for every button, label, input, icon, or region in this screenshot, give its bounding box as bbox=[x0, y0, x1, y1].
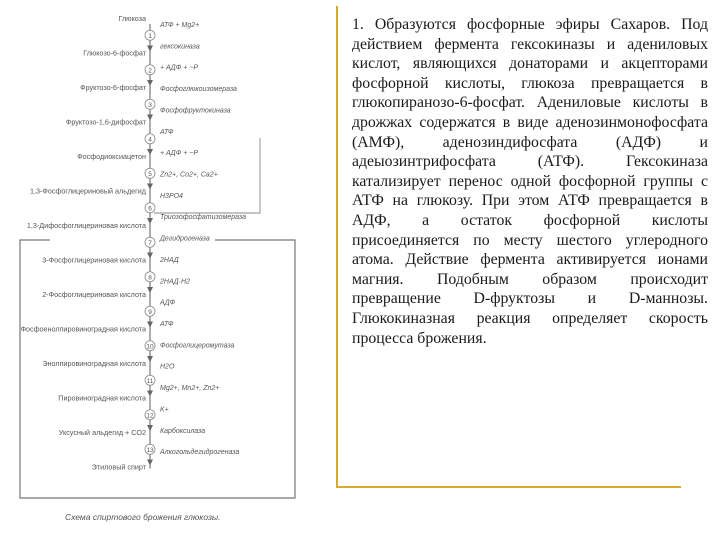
enzyme-cofactor-label: АТФ bbox=[160, 321, 174, 328]
enzyme-cofactor-label: Фосфоглицеромутаза bbox=[160, 342, 235, 350]
enzyme-cofactor-label: АТФ bbox=[160, 128, 174, 136]
step-number: 10 bbox=[146, 343, 154, 351]
enzyme-cofactor-label: K+ bbox=[160, 406, 169, 414]
step-number: 5 bbox=[148, 170, 152, 178]
enzyme-cofactor-label: Фосфоглюкоизомераза bbox=[160, 86, 237, 94]
compound-label: Фосфодиоксиацетон bbox=[77, 152, 146, 161]
arrow-head bbox=[147, 425, 153, 431]
vertical-divider bbox=[336, 6, 338, 488]
enzyme-cofactor-label: + АДФ + ~P bbox=[160, 150, 199, 158]
enzyme-cofactor-label: гексокиназа bbox=[160, 43, 200, 51]
enzyme-cofactor-label: Фосфофруктокиназа bbox=[160, 107, 231, 115]
scheme-caption: Схема спиртового брожения глюкозы. bbox=[65, 512, 221, 522]
enzyme-cofactor-label: 2НАД·H2 bbox=[160, 278, 190, 286]
compound-label: 1,3-Дифосфоглицериновая кислота bbox=[26, 221, 146, 230]
enzyme-cofactor-label: Дегидрогеназа bbox=[160, 235, 210, 243]
arrow-head bbox=[147, 184, 153, 190]
compound-label: Уксусный альдегид + CO2 bbox=[58, 428, 146, 437]
enzyme-cofactor-label: Zn2+, Co2+, Ca2+ bbox=[160, 171, 218, 179]
step-number: 4 bbox=[148, 136, 152, 144]
compound-label: Глюкозо-6-фосфат bbox=[83, 48, 146, 58]
arrow-head bbox=[147, 460, 153, 466]
compound-label: Энолпировиноградная кислота bbox=[42, 359, 146, 368]
arrow-head bbox=[147, 80, 153, 86]
compound-label: Глюкоза bbox=[118, 14, 146, 23]
arrow-head bbox=[147, 356, 153, 362]
step-number: 1 bbox=[148, 32, 152, 40]
enzyme-cofactor-label: + АДФ + ~P bbox=[160, 64, 199, 72]
nad-cycle-loop bbox=[20, 240, 295, 498]
enzyme-cofactor-label: 2НАД bbox=[160, 256, 179, 264]
step-number: 8 bbox=[148, 274, 152, 282]
step-number: 11 bbox=[146, 377, 154, 385]
compound-label: 2-Фосфоглицериновая кислота bbox=[42, 290, 146, 299]
compound-label: Фруктозо-6-фосфат bbox=[80, 83, 146, 92]
arrow-head bbox=[147, 253, 153, 259]
enzyme-cofactor-label: Mg2+, Mn2+, Zn2+ bbox=[160, 385, 220, 393]
horizontal-divider bbox=[336, 486, 681, 488]
arrow-head bbox=[147, 149, 153, 155]
arrow-head bbox=[147, 46, 153, 52]
step-number: 3 bbox=[148, 101, 152, 109]
step-number: 12 bbox=[146, 412, 154, 420]
step-number: 6 bbox=[148, 205, 152, 213]
arrow-head bbox=[147, 391, 153, 397]
arrow-head bbox=[147, 287, 153, 293]
arrow-head bbox=[147, 115, 153, 121]
arrow-head bbox=[147, 218, 153, 224]
scheme-diagram bbox=[10, 8, 328, 528]
enzyme-cofactor-label: Триозофосфатизомераза bbox=[160, 214, 246, 222]
compound-label: 3-Фосфоглицериновая кислота bbox=[42, 255, 146, 265]
compound-label: Этиловый спирт bbox=[91, 462, 146, 472]
compound-label: Пировиноградная кислота bbox=[58, 393, 146, 403]
enzyme-cofactor-label: АТФ + Mg2+ bbox=[160, 22, 200, 29]
compound-label: Фосфоенолпировиноградная кислота bbox=[20, 324, 146, 334]
body-paragraph: 1. Образуются фосфорные эфиры Сахаров. Под действием фермента гексокиназы и адениловых кислот, являющихся донаторами и акцепторами фосфорной кислоты, глюкоза превращается в глюкопиранозо-6-фосфат. Адениловые кислоты в дрожжах содержатся в виде аденозинмонофосфата (АМФ), аденозиндифосфата (АДФ) и адеыозинтрифосфата (АТФ). Гексокиназа катализирует перенос одной фосфорной группы с АТФ на глюкозу. При этом АТФ превращается в АДФ, а остаток фосфорной кислоты присоединяется по месту шестого углеродного атома. Действие фермента активируется ионами магния. Подобным образом происходит превращение D-фруктозы и D-маннозы. Глюкокиназная реакция определяет скорость процесса брожения. bbox=[352, 16, 708, 347]
step-number: 13 bbox=[146, 446, 154, 454]
step-number: 9 bbox=[148, 308, 152, 316]
enzyme-cofactor-label: АДФ bbox=[160, 299, 176, 307]
enzyme-cofactor-label: H3PO4 bbox=[160, 192, 183, 200]
compound-label: Фруктозо-1,6-дифосфат bbox=[65, 117, 146, 127]
fermentation-scheme-figure bbox=[10, 8, 328, 528]
enzyme-cofactor-label: Алкогольдегидрогеназа bbox=[160, 449, 240, 457]
enzyme-cofactor-label: Карбоксилаза bbox=[160, 427, 206, 435]
enzyme-cofactor-label: H2O bbox=[160, 363, 175, 371]
arrow-head bbox=[147, 322, 153, 328]
step-number: 7 bbox=[148, 239, 152, 247]
compound-label: 1,3-Фосфоглицериновый альдегид bbox=[30, 186, 146, 196]
step-number: 2 bbox=[148, 67, 152, 75]
